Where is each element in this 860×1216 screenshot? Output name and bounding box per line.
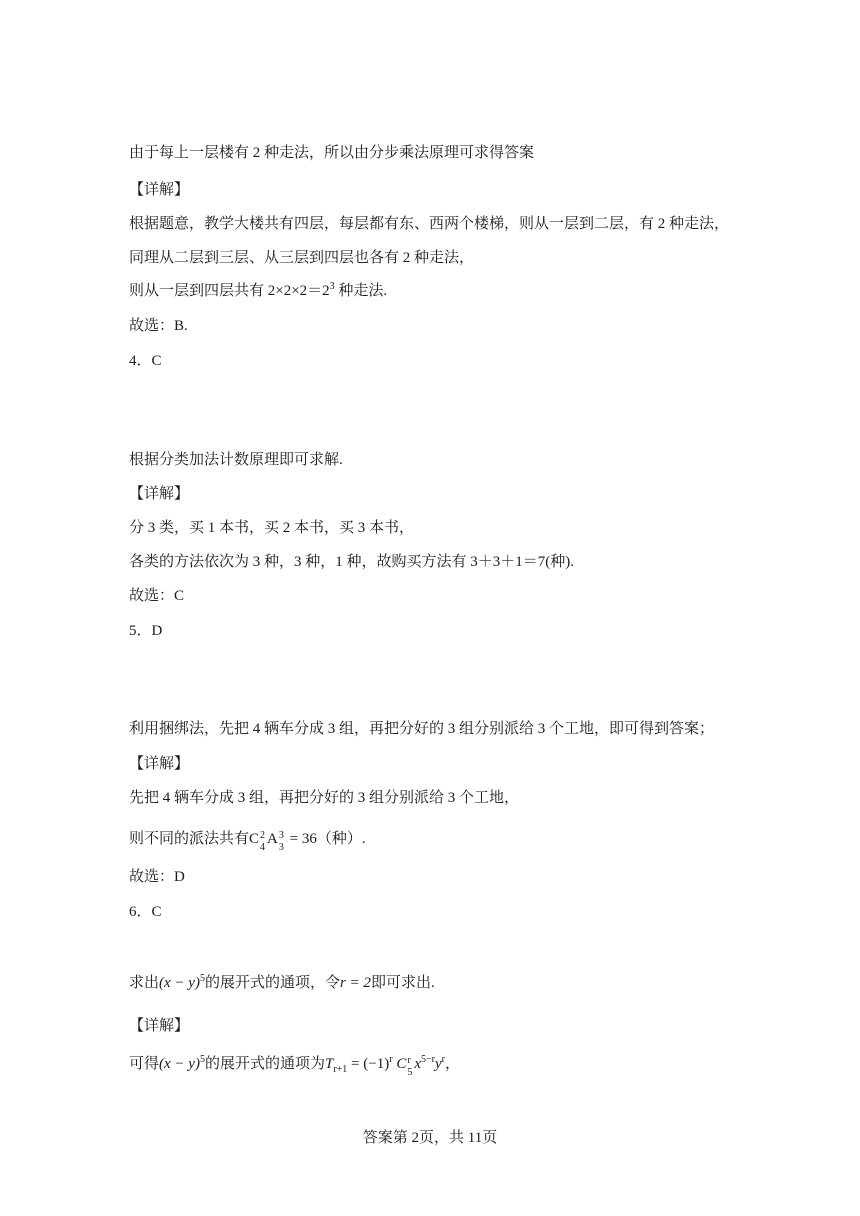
q4-choice: 故选：C [129,588,185,604]
q6-answer: 6．C [129,904,162,920]
q5-analysis: 利用捆绑法，先把 4 辆车分成 3 组，再把分好的 3 组分别派给 3 个工地，即可得到答案； [129,721,715,737]
q3-detail-line-2: 同理从二层到三层、从三层到四层也各有 2 种走法， [129,250,475,266]
combination-formula: C 2 4 A 3 3 = 36 [249,830,317,853]
q6-detail-line: 可得$(x - y)^5$的展开式的通项为$T_{r+1} = (-1)^r$ C r 5 $x^{5-r}y^r$， [129,1054,461,1078]
q5-choice: 故选：D [129,869,185,885]
q4-answer: 4．C [129,353,162,369]
page-footer: 答案第 2页，共 11页 [362,1130,498,1146]
q3-choice: 故选：B. [129,318,188,334]
q5-detail-line-2: 则不同的派法共有C 2 4 A 3 3 = 36（种）. [129,830,366,853]
q5-detail-label: 【详解】 [129,756,190,772]
q6-analysis: 求出$(x - y)^5$的展开式的通项，令r = 2即可求出. [129,973,435,991]
q3-analysis: 由于每上一层楼有 2 种走法，所以由分步乘法原理可求得答案 [129,145,535,161]
r-value: r = 2 [339,975,371,991]
q6-detail-label: 【详解】 [129,1018,190,1034]
q4-detail-label: 【详解】 [129,486,190,502]
q3-detail-label: 【详解】 [129,182,190,198]
q3-detail-line-3: 则从一层到四层共有 $2\times 2\times 2=2^3$ 种走法. [129,281,388,299]
q4-detail-line-2: 各类的方法依次为 3 种，3 种，1 种，故购买方法有 3＋3＋1＝7(种). [129,554,574,570]
q5-answer: 5．D [129,623,163,639]
q4-analysis: 根据分类加法计数原理即可求解. [129,452,343,468]
q4-detail-line-1: 分 3 类，买 1 本书，买 2 本书，买 3 本书， [129,520,415,536]
general-term-formula: $T_{r+1} = (-1)^r$ C r 5 $x^{5-r}y^r$ [324,1054,445,1078]
q3-detail-line-1: 根据题意，教学大楼共有四层，每层都有东、西两个楼梯，则从一层到二层，有 2 种走法， [129,216,730,232]
q5-detail-line-1: 先把 4 辆车分成 3 组，再把分好的 3 组分别派给 3 个工地， [129,790,520,806]
binomial-expression: (x − y) [159,975,200,991]
